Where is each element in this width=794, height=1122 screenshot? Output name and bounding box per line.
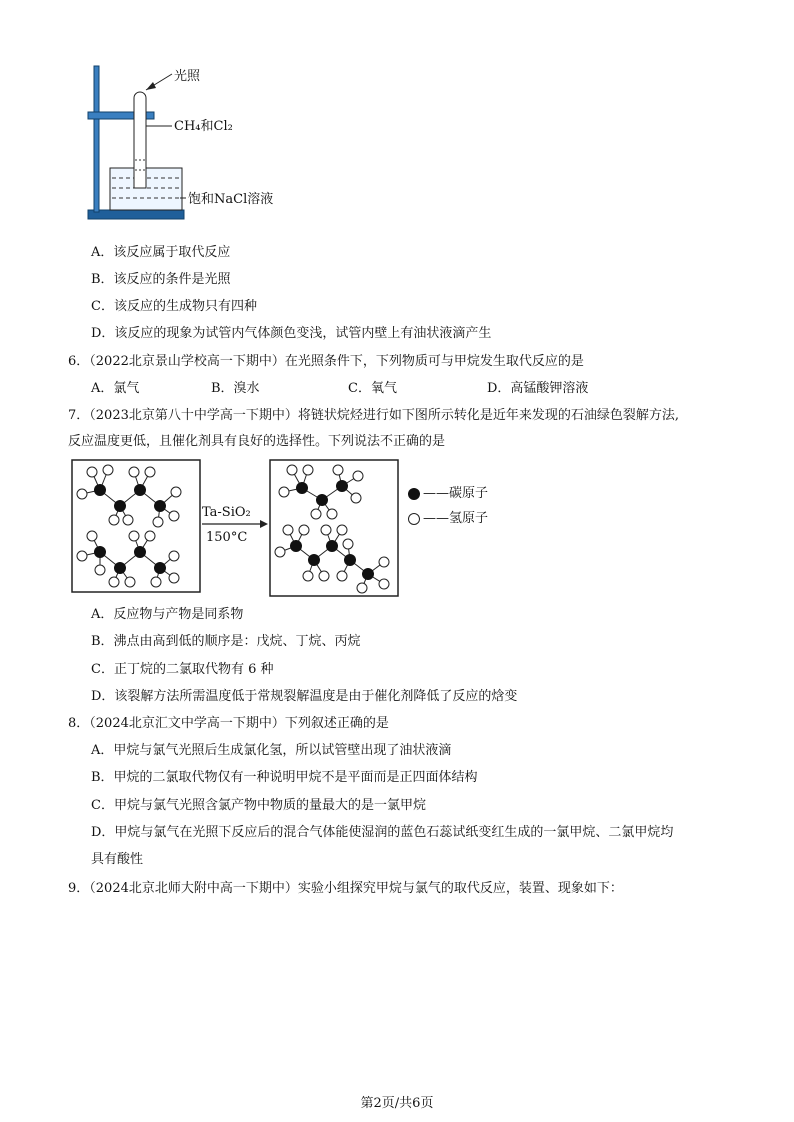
apparatus-label-light: 光照 [174,69,201,84]
product-molecule-1 [279,465,363,519]
q6-stem: 6．（2022北京景山学校高一下期中）在光照条件下，下列物质可与甲烷发生取代反应的是 [68,354,584,369]
q5-option-a: A．该反应属于取代反应 [91,245,231,260]
apparatus-label-solution: 饱和NaCl溶液 [188,192,274,207]
q8-option-b: B．甲烷的二氯取代物仅有一种说明甲烷不是平面而是正四面体结构 [91,770,478,785]
cracking-diagram [70,458,500,598]
q6-option-c: C．氧气 [348,381,397,396]
stand-base [88,210,184,219]
legend-carbon-marker [408,488,420,500]
q7-option-d: D．该裂解方法所需温度低于常规裂解温度是由于催化剂降低了反应的焓变 [91,689,518,704]
q7-option-a: A．反应物与产物是同系物 [91,607,244,622]
q8-stem: 8．（2024北京汇文中学高一下期中）下列叙述正确的是 [68,716,389,731]
apparatus-label-gas: CH₄和Cl₂ [174,119,233,134]
q5-option-c: C．该反应的生成物只有四种 [91,299,257,314]
q6-option-a: A．氯气 [91,381,140,396]
reactant-molecule-1 [77,465,181,527]
product-molecule-2 [275,525,389,593]
q6-option-b: B．溴水 [211,381,260,396]
temperature-label: 150°C [206,530,248,545]
legend-hydrogen-marker [409,514,420,525]
page-number: 第2页/共6页 [360,1096,434,1111]
q7-stem-line2: 反应温度更低，且催化剂具有良好的选择性。下列说法不正确的是 [68,434,446,449]
q8-option-d: D．甲烷与氯气在光照下反应后的混合气体能使湿润的蓝色石蕊试纸变红生成的一氯甲烷、二氯甲烷均 [91,825,674,840]
test-tube [134,92,146,188]
q8-option-d-continued: 具有酸性 [91,852,144,867]
reactant-box [72,460,200,592]
q8-option-a: A．甲烷与氯气光照后生成氯化氢，所以试管壁出现了油状液滴 [91,743,452,758]
catalyst-label: Ta-SiO₂ [202,505,251,520]
q5-option-d: D．该反应的现象为试管内气体颜色变浅，试管内壁上有油状液滴产生 [91,326,492,341]
q7-option-c: C．正丁烷的二氯取代物有 6 种 [91,662,274,677]
q5-option-b: B．该反应的条件是光照 [91,272,231,287]
reactant-molecule-2 [77,531,179,587]
stand-rod [94,66,99,212]
q6-option-d: D．高锰酸钾溶液 [487,381,589,396]
q7-option-b: B．沸点由高到低的顺序是：戊烷、丁烷、丙烷 [91,634,361,649]
legend-carbon-label: ——碳原子 [423,486,489,501]
q8-option-c: C．甲烷与氯气光照含氯产物中物质的量最大的是一氯甲烷 [91,798,426,813]
legend-hydrogen-label: ——氢原子 [423,511,489,526]
q9-stem: 9．（2024北京北师大附中高一下期中）实验小组探究甲烷与氯气的取代反应，装置、现象如下： [68,881,623,896]
q7-stem-line1: 7．（2023北京第八十中学高一下期中）将链状烷烃进行如下图所示转化是近年来发现的石油绿色裂解方法, [68,408,679,423]
